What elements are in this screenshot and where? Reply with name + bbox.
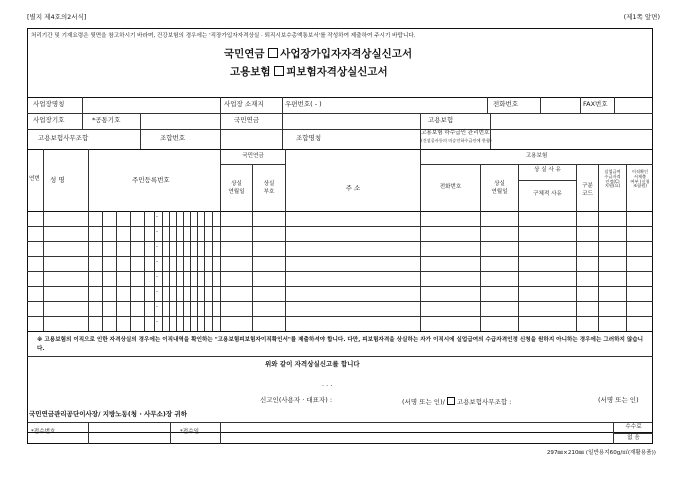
page-label: (제1쪽 앞면) [623, 13, 660, 21]
sign-label-1: (서명 또는 인)/ 고용보험사무조합 : [402, 398, 512, 406]
employment-symbol-label: 고용보험 [428, 116, 454, 124]
union-no-label: 조합번호 [160, 134, 186, 142]
union-checkbox[interactable] [447, 397, 455, 405]
table-row [27, 226, 653, 227]
fee-label: 수수료 [625, 424, 642, 430]
group-reason-header: 상 실 사 유 [534, 167, 561, 173]
rrn-dash: - [156, 289, 159, 295]
rrn-dash: - [156, 229, 159, 235]
group-pension-header: 국민연금 [242, 153, 264, 159]
pension-symbol-label: 국민연금 [234, 116, 260, 124]
pension-checkbox[interactable] [268, 48, 278, 58]
phone-label: 전화번호 [493, 100, 519, 108]
rrn-dash: - [156, 214, 159, 220]
col-phone-header: 전화번호 [439, 184, 462, 190]
sign-label-2: (서명 또는 인) [598, 396, 639, 404]
workplace-name-label: 사업장명칭 [33, 100, 65, 108]
workplace-symbol-label: 사업장기호 [33, 116, 65, 124]
table-row [27, 256, 653, 257]
declaration-text: 위와 같이 자격상실신고를 합니다 [265, 360, 360, 368]
col-name-header: 성 명 [50, 176, 65, 184]
table-row [27, 286, 653, 287]
col-emp-loss-date-header: 상실 연월일 [491, 181, 508, 196]
col-address-header: 주 소 [345, 184, 361, 192]
receipt-date-label: *접수일 [180, 429, 200, 435]
rrn-dash: - [156, 304, 159, 310]
col-class-code-header: 구분 코드 [582, 183, 593, 198]
form-frame [27, 28, 653, 433]
col-rrn-header: 주민등록번호 [132, 176, 170, 184]
sub-mgmt-label-1: 고용보험 하수급인 관리번호 [421, 130, 490, 136]
recipient-text: 국민연금관리공단이사장/ 지방노동(청 · 사무소)장 귀하 [29, 410, 187, 418]
sub-mgmt-label-2: (건설공사등의 미승인하수급인에 한함) [421, 138, 492, 143]
fax-label: FAX번호 [583, 100, 608, 108]
receipt-no-label: *접수번호 [31, 429, 56, 435]
group-employment-header: 고용보험 [525, 153, 548, 159]
title-line-1: 국민연금 사업장가입자자격상실신고서 [224, 48, 413, 60]
rrn-dash: - [156, 259, 159, 265]
instruction-line: 처리기간 및 기재요령은 뒷면을 참고하시기 바라며, 건강보험의 경우에는 '직장가입자자격상실 · 퇴직시보수총액통보서'를 작성하여 제출하여 주시기 바랍니다. [31, 33, 416, 39]
col-reason-detail-header: 구체적 사유 [533, 191, 562, 197]
employment-checkbox[interactable] [274, 66, 284, 76]
fee-value: 없 음 [627, 435, 640, 441]
col-line [43, 149, 44, 331]
notice-text: ※ 고용보험의 이직으로 인한 자격상실의 경우에는 이직내역을 확인하는 "고용보험피보험자이직확인서"를 제출하셔야 합니다. 다만, 피보험자격을 상실하는 자가 이직시에 실업급여의 수급자격인정 신청을 원하지 아니하는 경우에는 그러하지 않습니다. [37, 337, 644, 352]
postal-code-field[interactable]: 우편번호( - ) [285, 100, 322, 108]
rrn-dash: - [156, 319, 159, 325]
col-no-header: 연번 [29, 176, 40, 182]
table-row [27, 316, 653, 317]
col-wage-note-header: 실업급여 수급자격 인정(C) 지원(요) [604, 169, 621, 189]
col-loss-date-header: 상실 연월일 [228, 181, 245, 196]
rrn-dash: - [156, 274, 159, 280]
rrn-dash: - [156, 244, 159, 250]
date-field[interactable]: . . . [322, 380, 333, 388]
title-line-2: 고용보험 피보험자격상실신고서 [230, 66, 388, 78]
table-row [27, 271, 653, 272]
table-row [27, 241, 653, 242]
declarant-label: 신고인(사용자 · 대표자) : [260, 396, 333, 404]
col-wage-note2-header: 이직확인 서제출 여부 (신청 조합원) [630, 169, 650, 189]
office-label: 고용보험사무조합 [38, 134, 89, 142]
form-id: [별지 제4호의2서식] [27, 13, 87, 21]
paper-note: 297㎜×210㎜ (일반용지60g/㎡(재활용품)) [546, 450, 656, 456]
table-row [27, 301, 653, 302]
col-loss-code-header: 상실 부호 [263, 181, 275, 196]
common-symbol-label: *공통기호 [92, 116, 121, 124]
workplace-address-label: 사업장 소재지 [224, 100, 264, 108]
union-name-label: 조합명칭 [296, 134, 322, 142]
